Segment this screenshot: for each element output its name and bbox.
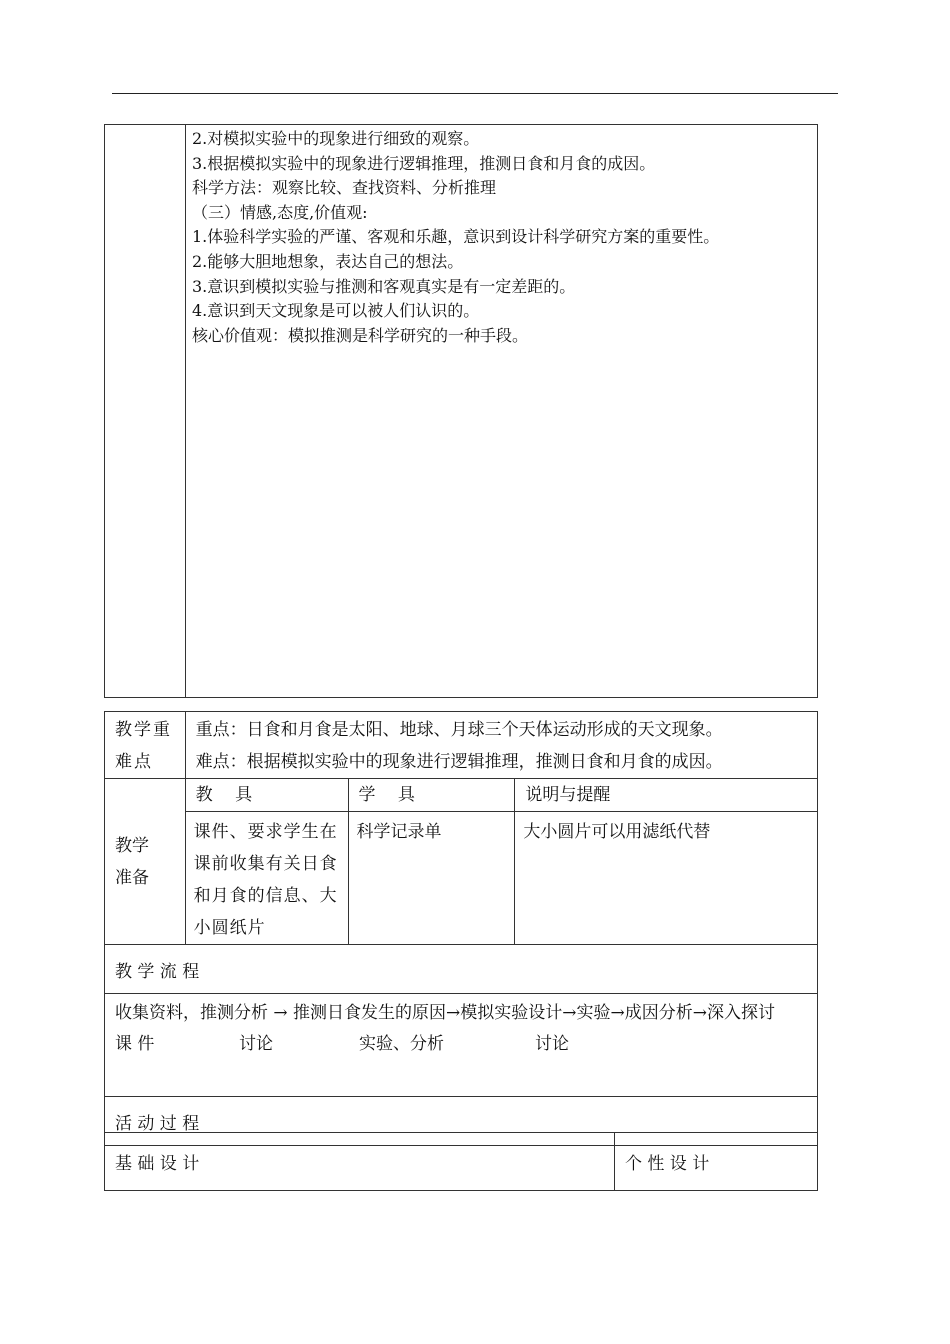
objective-line: 3.意识到模拟实验与推测和客观真实是有一定差距的。 — [192, 276, 576, 296]
objective-line: 1.体验科学实验的严谨、客观和乐趣，意识到设计科学研究方案的重要性。 — [192, 227, 720, 247]
teacher-tools-cell: 课件、要求学生在课前收集有关日食和月食的信息、大小圆纸片 — [185, 812, 348, 945]
teacher-tools-header: 教 具 — [185, 779, 348, 812]
header-rule — [112, 93, 838, 94]
lesson-plan-table — [104, 711, 818, 1146]
teaching-flow-text: 收集资料，推测分析 → 推测日食发生的原因→模拟实验设计→实验→成因分析→深入探讨 — [115, 1003, 776, 1023]
objective-line: 3.根据模拟实验中的现象进行逻辑推理，推测日食和月食的成因。 — [192, 153, 656, 173]
objectives-table — [104, 124, 818, 698]
flow-label-discussion-2: 讨论 — [535, 1034, 569, 1054]
objective-line: 核心价值观：模拟推测是科学研究的一种手段。 — [192, 325, 529, 345]
flow-sub-labels — [115, 1029, 807, 1059]
basic-design-header: 基 础 设 计 — [105, 1133, 615, 1191]
teaching-flow-label: 教 学 流 程 — [105, 945, 818, 994]
objectives-content-cell — [186, 125, 818, 698]
objective-line: 科学方法：观察比较、查找资料、分析推理 — [192, 178, 497, 198]
student-tools-header: 学 具 — [348, 779, 515, 812]
flow-label-discussion: 讨论 — [239, 1034, 273, 1054]
key-points-content — [185, 712, 817, 779]
difficulty-text: 难点：根据模拟实验中的现象进行逻辑推理，推测日食和月食的成因。 — [195, 752, 723, 772]
objective-line: 4.意识到天文现象是可以被人们认识的。 — [192, 301, 480, 321]
activity-process-label: 活 动 过 程 — [105, 1097, 818, 1146]
preparation-label: 教学 准备 — [105, 779, 186, 945]
flow-label-courseware: 课 件 — [115, 1034, 155, 1054]
notes-header: 说明与提醒 — [515, 779, 818, 812]
objectives-label-cell — [105, 125, 186, 698]
notes-cell: 大小圆片可以用滤纸代替 — [515, 812, 818, 945]
objective-line: 2.对模拟实验中的现象进行细致的观察。 — [192, 129, 480, 148]
key-points-label: 教学重难点 — [105, 712, 186, 779]
key-point-text: 重点：日食和月食是太阳、地球、月球三个天体运动形成的天文现象。 — [195, 720, 723, 740]
student-tools-cell: 科学记录单 — [348, 812, 515, 945]
objective-line: 2.能够大胆地想象，表达自己的想法。 — [192, 251, 464, 271]
flow-label-experiment: 实验、分析 — [359, 1034, 444, 1054]
teaching-flow-content — [105, 994, 818, 1097]
design-table — [104, 1132, 818, 1191]
personal-design-header: 个 性 设 计 — [615, 1133, 818, 1191]
objective-line: （三）情感,态度,价值观: — [192, 202, 368, 222]
